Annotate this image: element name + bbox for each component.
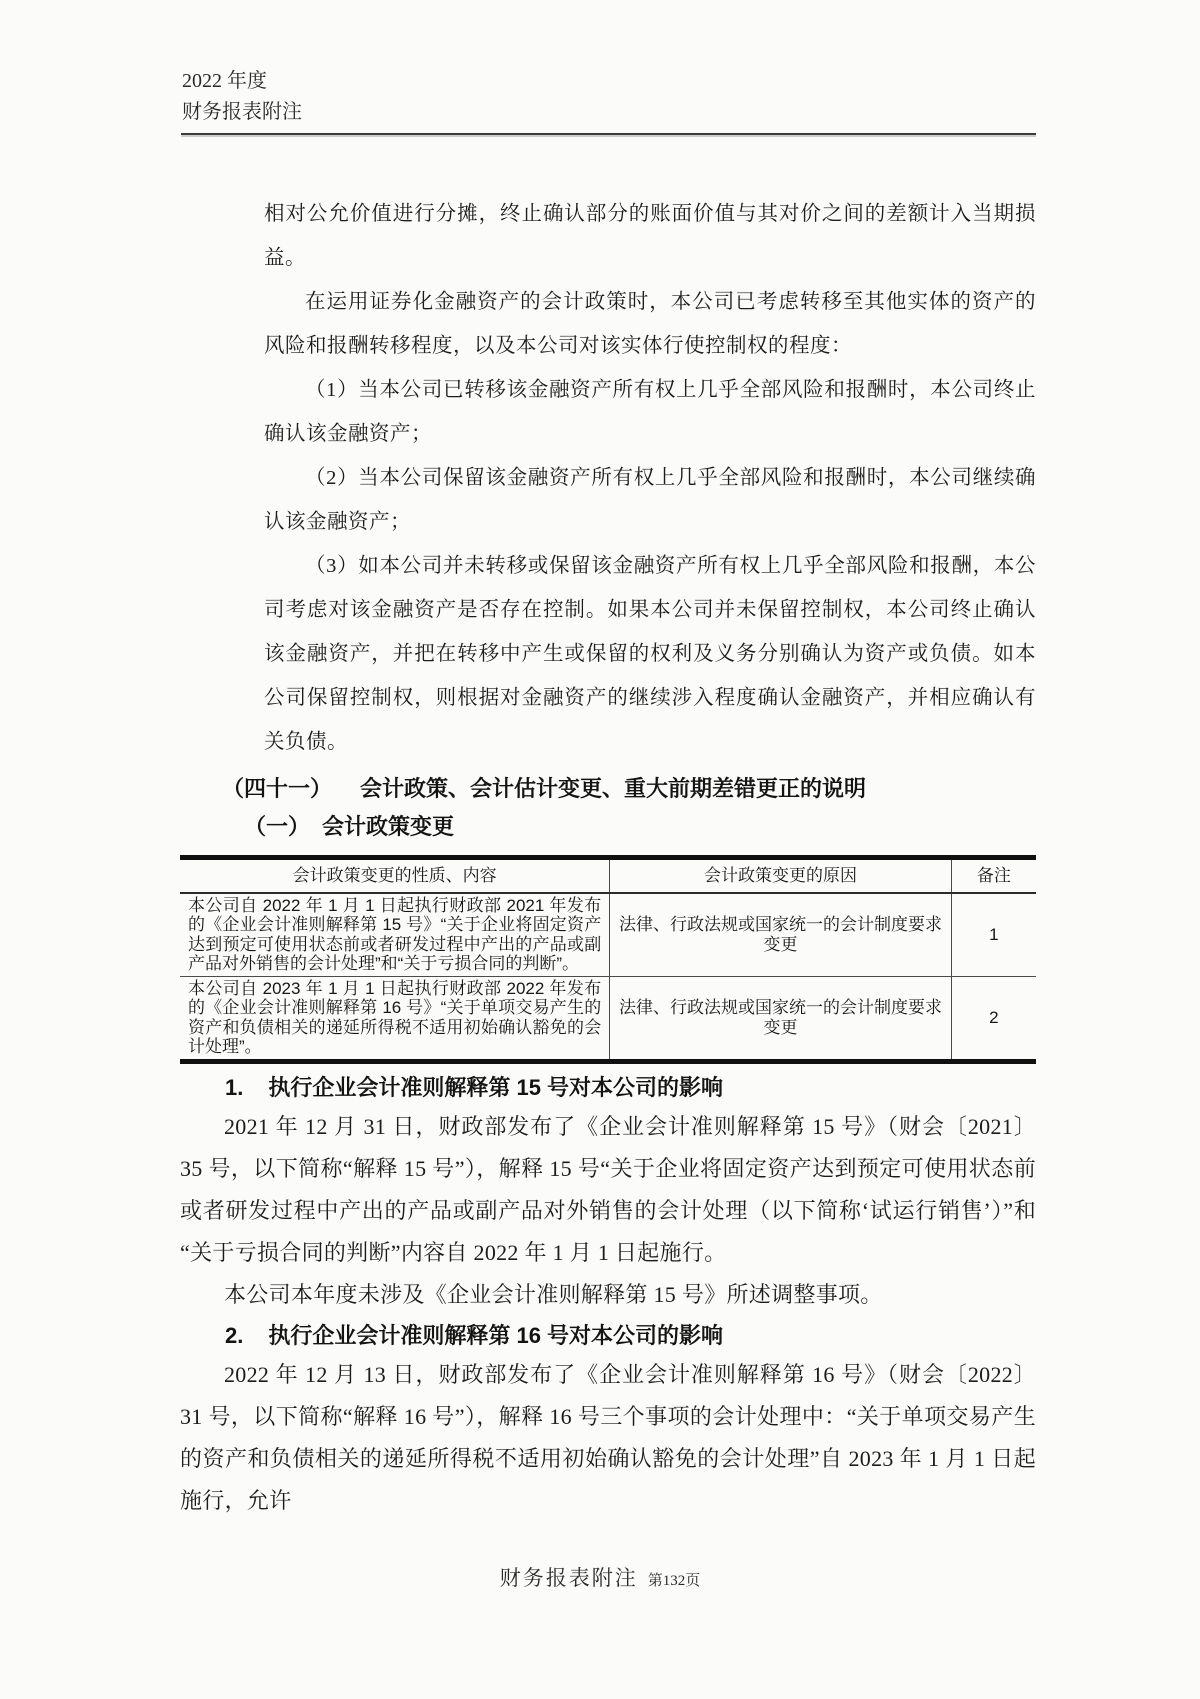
page-body (180, 192, 1036, 1522)
table-header-nature: 会计政策变更的性质、内容 (180, 858, 610, 893)
cell-nature: 本公司自 2023 年 1 月 1 日起执行财政部 2022 年发布的《企业会计准则解释第 16 号》“关于单项交易产生的资产和负债相关的递延所得税不适用初始确认豁免的会计处理”。 (180, 976, 610, 1061)
header-divider (181, 133, 1036, 135)
intro-paragraphs (264, 192, 1036, 764)
cell-note: 1 (951, 893, 1036, 977)
policy-change-table (180, 855, 1036, 1064)
cell-reason: 法律、行政法规或国家统一的会计制度要求变更 (610, 976, 952, 1061)
subsection-1-heading (244, 808, 1036, 846)
table-header-reason: 会计政策变更的原因 (610, 858, 952, 893)
item-2-number: 2. (225, 1322, 244, 1348)
paragraph: （2）当本公司保留该金融资产所有权上几乎全部风险和报酬时，本公司继续确认该金融资产； (264, 467, 1036, 533)
item-1-heading (225, 1070, 1036, 1106)
table-row (180, 893, 1036, 977)
footer-title: 财务报表附注 (499, 1566, 638, 1590)
footer-page-number: 第132页 (647, 1573, 701, 1589)
item-1-title: 执行企业会计准则解释第 15 号对本公司的影响 (268, 1074, 724, 1100)
header-doc-title: 财务报表附注 (182, 101, 302, 123)
paragraph: （1）当本公司已转移该金融资产所有权上几乎全部风险和报酬时，本公司终止确认该金融资产； (264, 379, 1036, 445)
section-number: （四十一） (222, 776, 333, 801)
paragraph: （3）如本公司并未转移或保留该金融资产所有权上几乎全部风险和报酬，本公司考虑对该金融资产是否存在控制。如果本公司并未保留控制权，本公司终止确认该金融资产，并把在转移中产生或保留的权利及义务分别确认为资产或负债。如本公司保留控制权，则根据对金融资产的继续涉入程度确认金融资产，并相应确认有关负债。 (264, 555, 1036, 753)
item-2-paragraph: 2022 年 12 月 13 日，财政部发布了《企业会计准则解释第 16 号》（财会〔2022〕31 号，以下简称“解释 16 号”），解释 16 号三个事项的会计处理中：“关于单项交易产生的资产和负债相关的递延所得税不适用初始确认豁免的会计处理”自 2023 年 1 月 1 日起施行，允许 (180, 1361, 1036, 1513)
item-2-heading (225, 1318, 1036, 1354)
subsection-number: （一） (244, 814, 311, 839)
paragraph: 在运用证券化金融资产的会计政策时，本公司已考虑转移至其他实体的资产的风险和报酬转移程度，以及本公司对该实体行使控制权的程度： (264, 291, 1036, 357)
cell-note: 2 (951, 976, 1036, 1061)
cell-nature: 本公司自 2022 年 1 月 1 日起执行财政部 2021 年发布的《企业会计准则解释第 15 号》“关于企业将固定资产达到预定可使用状态前或者研发过程中产出的产品或副产品对外销售的会计处理”和“关于亏损合同的判断”。 (188, 895, 602, 973)
page-footer (0, 1560, 1200, 1599)
subsection-title: 会计政策变更 (322, 814, 455, 839)
item-1-note-paragraph: 本公司本年度未涉及《企业会计准则解释第 15 号》所述调整事项。 (224, 1281, 883, 1307)
table-row (180, 976, 1036, 1061)
cell-reason: 法律、行政法规或国家统一的会计制度要求变更 (610, 893, 952, 977)
item-2-title: 执行企业会计准则解释第 16 号对本公司的影响 (268, 1322, 724, 1348)
item-1-number: 1. (225, 1074, 244, 1100)
section-41-heading (222, 770, 1036, 808)
table-header-note: 备注 (951, 858, 1036, 893)
paragraph: 相对公允价值进行分摊，终止确认部分的账面价值与其对价之间的差额计入当期损益。 (264, 203, 1036, 269)
item-1-paragraph: 2021 年 12 月 31 日，财政部发布了《企业会计准则解释第 15 号》（财会〔2021〕35 号，以下简称“解释 15 号”），解释 15 号“关于企业将固定资产达到预定可使用状态前或者研发过程中产出的产品或副产品对外销售的会计处理（以下简称‘试运行销售’）”和“关于亏损合同的判断”内容自 2022 年 1 月 1 日起施行。 (180, 1113, 1036, 1265)
header-year: 2022 年度 (182, 70, 267, 92)
table-header-row (180, 858, 1036, 893)
section-title: 会计政策、会计估计变更、重大前期差错更正的说明 (360, 776, 867, 801)
page-header (182, 66, 302, 128)
